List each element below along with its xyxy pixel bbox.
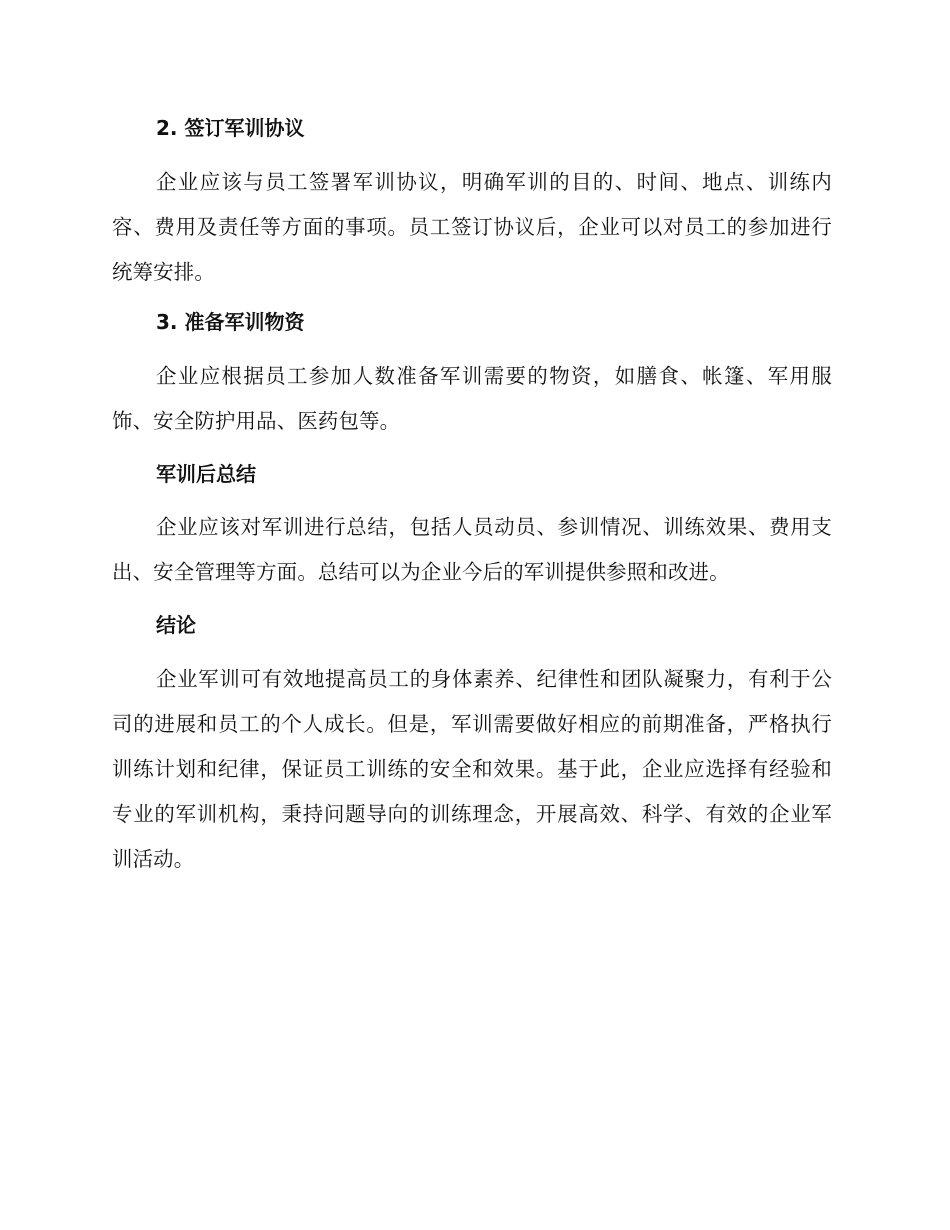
section-paragraph-conclusion: 企业军训可有效地提高员工的身体素养、纪律性和团队凝聚力，有利于公司的进展和员工的个人成长。但是，军训需要做好相应的前期准备，严格执行训练计划和纪律，保证员工训练的安全和效果。基于此，企业应选择有经验和专业的军训机构，秉持问题导向的训练理念，开展高效、科学、有效的企业军训活动。 <box>112 667 832 871</box>
section-heading-conclusion: 结论 <box>156 613 196 637</box>
section-heading-post-training-summary: 军训后总结 <box>156 462 256 486</box>
section-heading-sign-agreement: 2. 签订军训协议 <box>156 116 305 140</box>
section-heading-prepare-supplies: 3. 准备军训物资 <box>156 310 305 334</box>
section-paragraph-post-training-summary: 企业应该对军训进行总结，包括人员动员、参训情况、训练效果、费用支出、安全管理等方面。总结可以为企业今后的军训提供参照和改进。 <box>112 515 832 584</box>
section-paragraph-prepare-supplies: 企业应根据员工参加人数准备军训需要的物资，如膳食、帐篷、军用服饰、安全防护用品、医药包等。 <box>112 364 832 433</box>
section-paragraph-sign-agreement: 企业应该与员工签署军训协议，明确军训的目的、时间、地点、训练内容、费用及责任等方面的事项。员工签订协议后，企业可以对员工的参加进行统筹安排。 <box>112 170 832 284</box>
